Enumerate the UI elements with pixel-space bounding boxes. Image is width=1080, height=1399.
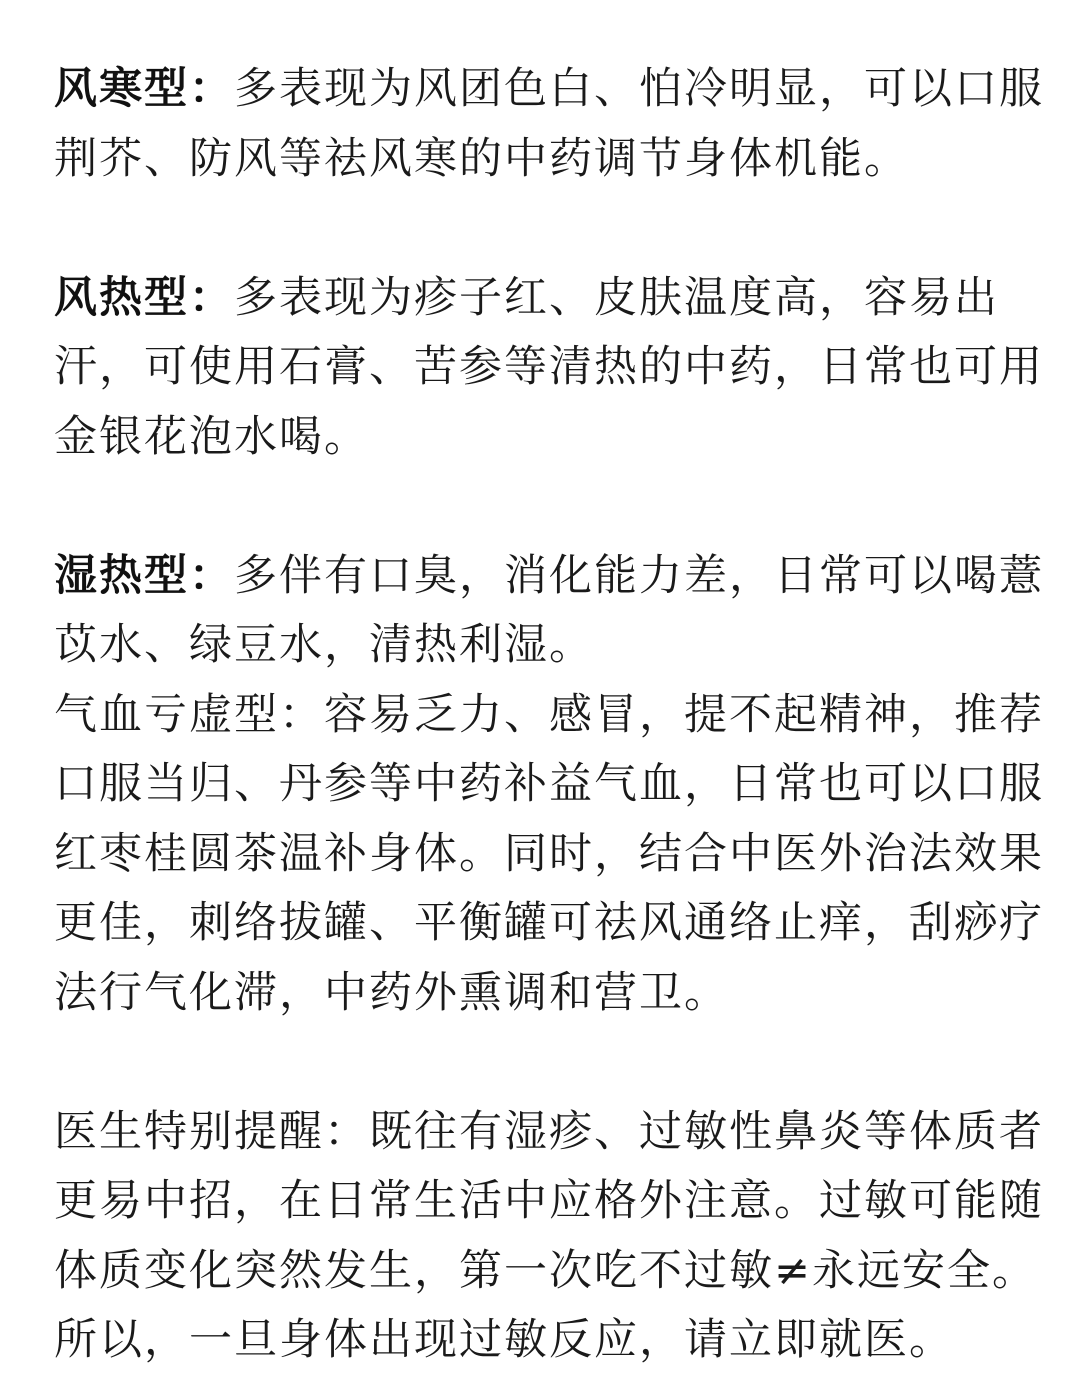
paragraph-text: 多伴有口臭，消化能力差，日常可以喝薏苡水、绿豆水，清热利湿。 <box>54 550 1044 670</box>
paragraph-lead: 风热型： <box>54 272 234 323</box>
paragraph-damp-heat <box>54 542 1054 681</box>
paragraph-text: 既往有湿疹、过敏性鼻炎等体质者更易中招，在日常生活中应格外注意。过敏可能随体质变化突然发生，第一次吃不过敏≠永远安全。所以，一旦身体出现过敏反应，请立即就医。 <box>54 1106 1044 1365</box>
paragraph-text: 多表现为风团色白、怕冷明显，可以口服荆芥、防风等祛风寒的中药调节身体机能。 <box>54 64 1044 184</box>
paragraph-spacer <box>54 1028 1054 1098</box>
paragraph-text: 容易乏力、感冒，提不起精神，推荐口服当归、丹参等中药补益气血，日常也可以口服红枣桂圆茶温补身体。同时，结合中医外治法效果更佳，刺络拔罐、平衡罐可祛风通络止痒，刮痧疗法行气化滞，中药外熏调和营卫。 <box>54 689 1044 1018</box>
paragraph-text: 多表现为疹子红、皮肤温度高，容易出汗，可使用石膏、苦参等清热的中药，日常也可用金银花泡水喝。 <box>54 272 1044 462</box>
paragraph-doctor-reminder <box>54 1098 1054 1376</box>
paragraph-wind-cold <box>54 55 1054 194</box>
paragraph-lead: 气血亏虚型： <box>54 689 324 740</box>
paragraph-wind-heat <box>54 264 1054 473</box>
paragraph-lead: 医生特别提醒： <box>54 1106 369 1157</box>
paragraph-spacer <box>54 472 1054 542</box>
paragraph-lead: 湿热型： <box>54 550 234 601</box>
paragraph-spacer <box>54 194 1054 264</box>
paragraph-qi-blood-deficiency <box>54 681 1054 1029</box>
article-body <box>54 55 1054 1376</box>
paragraph-lead: 风寒型： <box>54 64 234 114</box>
